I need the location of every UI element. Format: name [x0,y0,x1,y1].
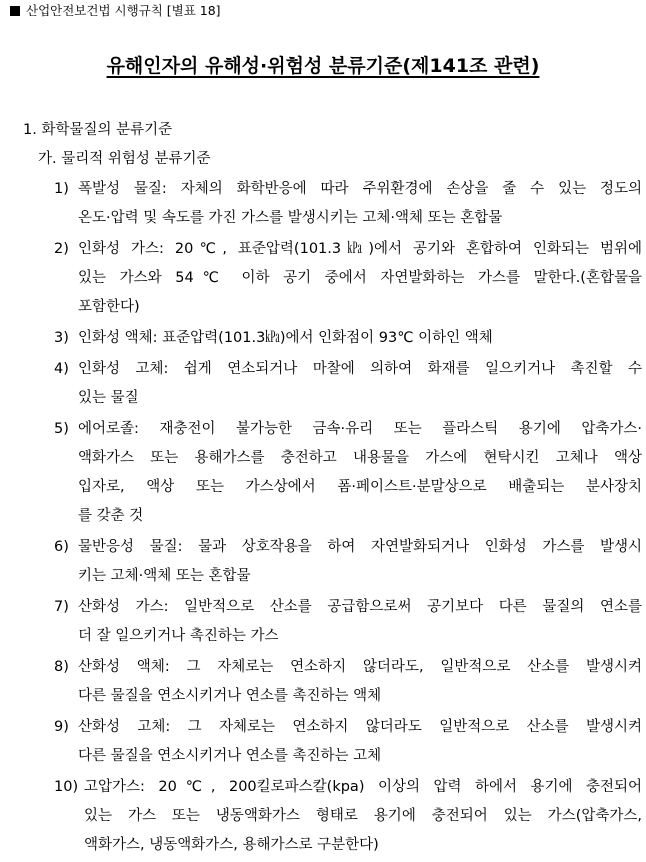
list-item-text [78,593,642,651]
list-item-line: 인화성 가스: 20℃, 표준압력(101.3㎪)에서 공기와 혼합하여 인화되는 범위에 [78,241,642,257]
list-item-line: 더 잘 일으키거나 촉진하는 가스 [78,628,279,644]
list-item [54,175,642,233]
list-item-line: 액화가스, 냉동액화가스, 용해가스로 구분한다) [84,837,379,853]
list-item-line: 포함한다) [78,299,140,315]
list-item-line: 액화가스 또는 용해가스를 충전하고 내용물을 가스에 현탁시킨 고체나 액상 [78,450,642,466]
list-item-text [78,653,642,711]
list-item-line: 산화성 액체: 그 자체로는 연소하지 않더라도, 일반적으로 산소를 발생시켜 [78,659,642,675]
list-item [54,773,642,860]
list-item-number: 2) [54,241,69,257]
list-item-number: 6) [54,539,69,555]
title-text: 유해인자의 유해성·위험성 분류기준(제141조 관련) [106,55,540,77]
list-item [54,533,642,591]
list-item-number: 7) [54,599,69,615]
header-text: 산업안전보건법 시행규칙 [별표 18] [26,3,221,18]
list-item-text [78,713,642,771]
list-item-text [78,175,642,233]
list-item-text [78,355,642,413]
list-item [54,593,642,651]
list-item-number: 10) [54,779,79,795]
list-item-text [84,773,642,860]
list-item-line: 인화성 액체: 표준압력(101.3㎪)에서 인화점이 93℃ 이하인 액체 [78,330,493,346]
list-item [54,355,642,413]
list-item-line: 를 갖춘 것 [78,508,144,524]
list-item [54,415,642,531]
list-item-number: 4) [54,361,69,377]
list-item-line: 온도·압력 및 속도를 가진 가스를 발생시키는 고체·액체 또는 혼합물 [78,210,503,226]
section-heading: 1. 화학물질의 분류기준 [23,122,173,138]
list-item-text [78,235,642,322]
list-item-line: 다른 물질을 연소시키거나 연소를 촉진하는 고체 [78,748,382,764]
list-item [54,235,642,322]
list-item-text [78,415,642,531]
page-title [0,52,646,80]
list-item-number: 1) [54,181,69,197]
list-item-number: 5) [54,421,69,437]
criteria-list [54,175,642,862]
list-item [54,324,642,353]
list-item [54,653,642,711]
list-item-line: 고압가스: 20℃, 200킬로파스칼(kpa) 이상의 압력 하에서 용기에 충전되어 [84,779,642,795]
list-item-number: 3) [54,330,69,346]
document-header [10,3,221,19]
list-item-text [78,324,642,353]
list-item-line: 산화성 고체: 그 자체로는 연소하지 않더라도 일반적으로 산소를 발생시켜 [78,719,642,735]
list-item-line: 있는 가스와 54℃ 이하 공기 중에서 자연발화하는 가스를 말한다.(혼합물을 [78,270,642,286]
list-item-line: 물반응성 물질: 물과 상호작용을 하여 자연발화되거나 인화성 가스를 발생시 [78,539,642,555]
list-item-line: 에어로졸: 재충전이 불가능한 금속·유리 또는 플라스틱 용기에 압축가스· [78,421,642,437]
list-item-number: 8) [54,659,69,675]
black-square-icon [10,6,20,16]
list-item-line: 폭발성 물질: 자체의 화학반응에 따라 주위환경에 손상을 줄 수 있는 정도의 [78,181,642,197]
list-item-line: 다른 물질을 연소시키거나 연소를 촉진하는 액체 [78,688,382,704]
list-item-text [78,533,642,591]
list-item-line: 키는 고체·액체 또는 혼합물 [78,568,251,584]
list-item-line: 인화성 고체: 쉽게 연소되거나 마찰에 의하여 화재를 일으키거나 촉진할 수 [78,361,642,377]
list-item [54,713,642,771]
list-item-number: 9) [54,719,69,735]
list-item-line: 있는 가스 또는 냉동액화가스 형태로 용기에 충전되어 있는 가스(압축가스, [84,808,642,824]
subsection-heading: 가. 물리적 위험성 분류기준 [38,151,211,167]
list-item-line: 있는 물질 [78,390,139,406]
list-item-line: 입자로, 액상 또는 가스상에서 폼·페이스트·분말상으로 배출되는 분사장치 [78,479,642,495]
list-item-line: 산화성 가스: 일반적으로 산소를 공급함으로써 공기보다 다른 물질의 연소를 [78,599,642,615]
